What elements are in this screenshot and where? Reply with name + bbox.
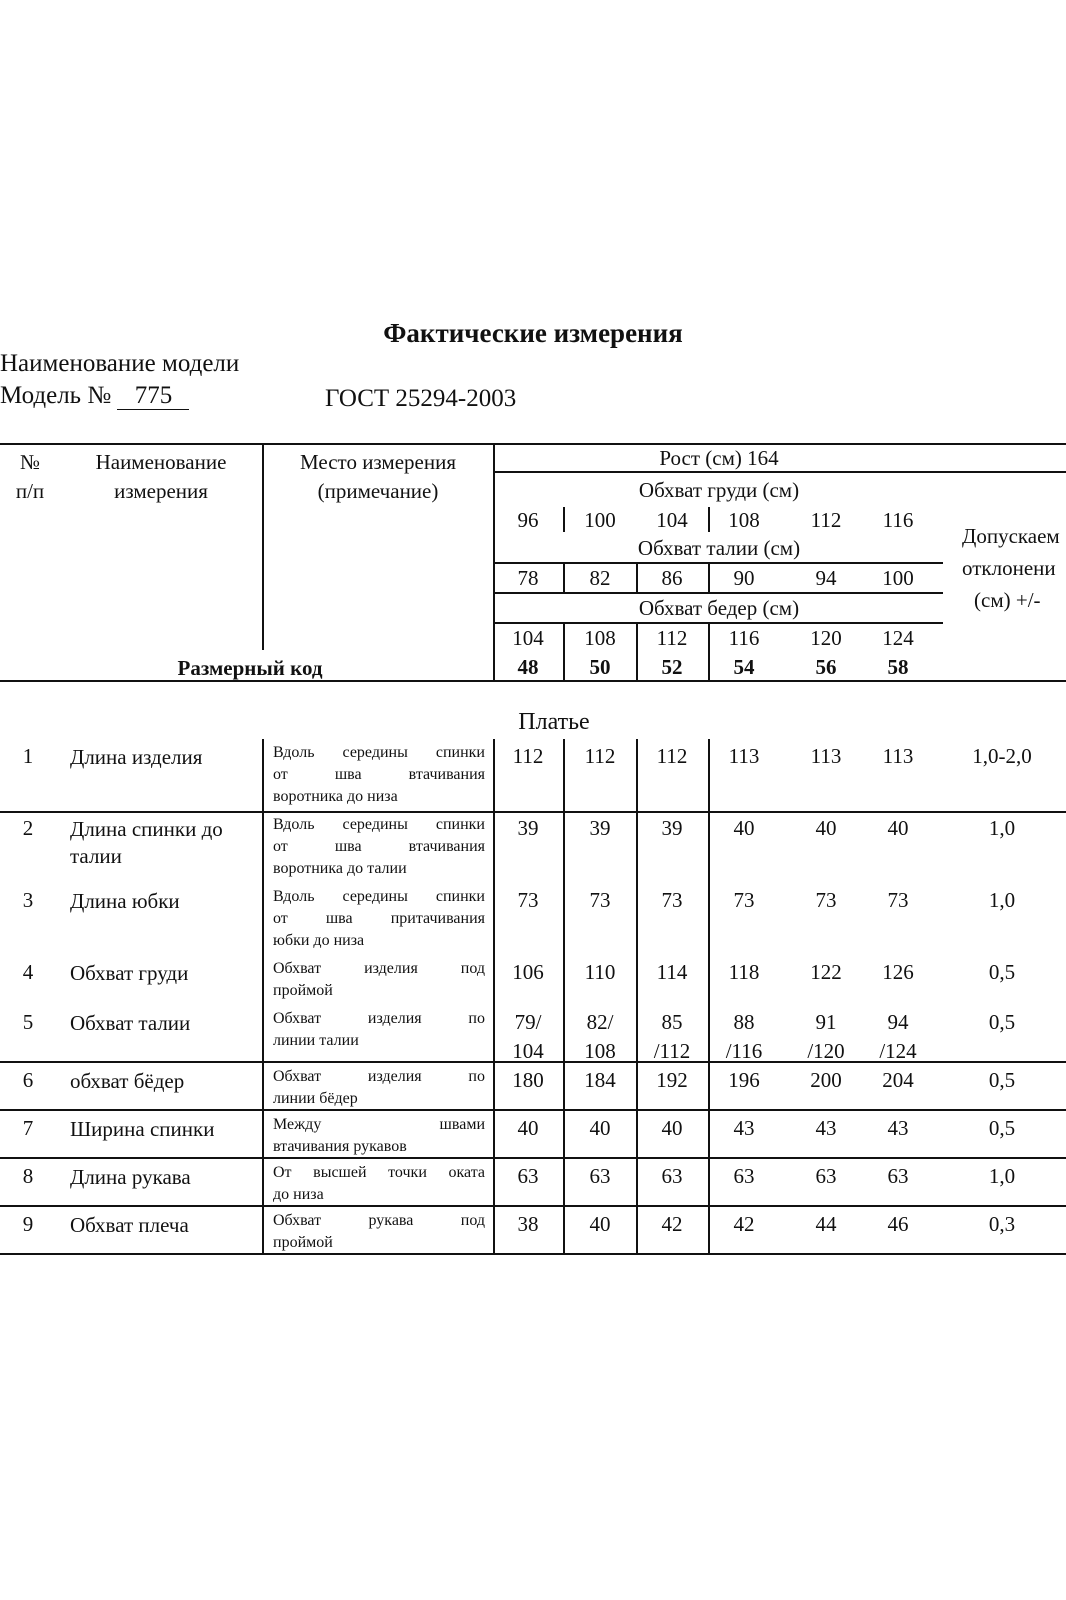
row-number: 8 — [22, 1164, 34, 1188]
chest-value: 108 — [728, 508, 760, 532]
header-name-line1: Наименование — [95, 450, 227, 474]
size-value: 43 — [733, 1116, 755, 1140]
row-name: Обхват груди — [70, 961, 189, 985]
header-name — [60, 448, 262, 506]
size-value: 40 — [661, 1116, 683, 1140]
size-value: 204 — [882, 1068, 914, 1092]
size-value: 196 — [728, 1068, 760, 1092]
section-title: Платье — [518, 709, 590, 735]
row-number: 7 — [22, 1116, 34, 1140]
row-name: Длина изделия — [70, 745, 203, 769]
size-value: 114 — [656, 960, 688, 984]
size-value: 40 — [887, 816, 909, 840]
hip-value: 112 — [656, 626, 688, 650]
size-value: 126 — [882, 960, 914, 984]
tolerance-value: 0,5 — [988, 1010, 1016, 1034]
size-value: 39 — [661, 816, 683, 840]
size-value: 82/ — [586, 1010, 614, 1034]
header-chest: Обхват груди (см) — [638, 478, 800, 502]
row-number: 4 — [22, 960, 34, 984]
waist-value: 100 — [882, 566, 914, 590]
size-code: 58 — [887, 655, 909, 679]
chest-value: 104 — [656, 508, 688, 532]
size-value: 63 — [733, 1164, 755, 1188]
header-waist: Обхват талии (см) — [637, 536, 801, 560]
row-name: Обхват плеча — [70, 1213, 189, 1237]
size-value: 112 — [584, 744, 616, 768]
header-tolerance-line3: (см) +/- — [974, 588, 1041, 612]
tolerance-value: 1,0-2,0 — [972, 744, 1032, 768]
hip-value: 120 — [810, 626, 842, 650]
page-title: Фактические измерения — [383, 318, 683, 348]
row-name: Длина спинки до талии — [70, 817, 223, 868]
header-number — [0, 448, 60, 506]
size-value: 73 — [661, 888, 683, 912]
size-value: 112 — [512, 744, 544, 768]
size-value: 40 — [517, 1116, 539, 1140]
size-value: 73 — [815, 888, 837, 912]
row-note: Обхват изделия по линии талии — [273, 1010, 485, 1049]
header-tolerance — [944, 520, 1066, 616]
header-place — [263, 448, 493, 506]
size-value: 118 — [728, 960, 760, 984]
row-number: 2 — [22, 816, 34, 840]
header-hips: Обхват бедер (см) — [638, 596, 800, 620]
row-note: От высшей точки оката до низа — [273, 1164, 485, 1203]
size-value: 106 — [512, 960, 544, 984]
size-value-secondary: /120 — [807, 1039, 845, 1063]
row-name: Длина рукава — [70, 1165, 191, 1189]
chest-value: 96 — [517, 508, 539, 532]
size-code: 50 — [589, 655, 611, 679]
header-number-line1: № — [19, 450, 41, 474]
row-number: 1 — [22, 744, 34, 768]
row-note: Между швами втачивания рукавов — [273, 1116, 485, 1155]
size-value: 91 — [815, 1010, 837, 1034]
row-note: Вдоль середины спинки от шва притачивания юбки до низа — [273, 888, 485, 949]
waist-value: 86 — [661, 566, 683, 590]
hip-value: 108 — [584, 626, 616, 650]
tolerance-value: 0,5 — [988, 960, 1016, 984]
model-number-line — [0, 382, 189, 410]
size-value: 63 — [517, 1164, 539, 1188]
tolerance-value: 1,0 — [988, 1164, 1016, 1188]
size-value-secondary: 104 — [512, 1039, 544, 1063]
row-note: Обхват изделия под проймой — [273, 960, 485, 999]
size-value: 113 — [810, 744, 842, 768]
size-value: 43 — [887, 1116, 909, 1140]
tolerance-value: 0,5 — [988, 1116, 1016, 1140]
gost-standard: ГОСТ 25294-2003 — [325, 385, 517, 412]
header-place-line1: Место измерения — [299, 450, 456, 474]
size-value-secondary: /116 — [725, 1039, 763, 1063]
size-value: 94 — [887, 1010, 909, 1034]
size-value-secondary: 108 — [584, 1039, 616, 1063]
size-value: 39 — [517, 816, 539, 840]
size-value: 113 — [882, 744, 914, 768]
size-value: 200 — [810, 1068, 842, 1092]
row-note: Вдоль середины спинки от шва втачивания воротника до талии — [273, 816, 485, 877]
waist-value: 78 — [517, 566, 539, 590]
size-code-label: Размерный код — [177, 656, 323, 680]
size-value: 112 — [656, 744, 688, 768]
header-place-line2: (примечание) — [317, 479, 439, 503]
size-value: 40 — [815, 816, 837, 840]
row-number: 3 — [22, 888, 34, 912]
size-code: 54 — [733, 655, 755, 679]
model-name-label: Наименование модели — [0, 350, 240, 377]
row-number: 9 — [22, 1212, 34, 1236]
size-value: 73 — [589, 888, 611, 912]
size-value: 42 — [733, 1212, 755, 1236]
size-value: 43 — [815, 1116, 837, 1140]
chest-value: 116 — [882, 508, 914, 532]
hip-value: 124 — [882, 626, 914, 650]
header-tolerance-line2: отклонени — [962, 556, 1056, 580]
size-code: 56 — [815, 655, 837, 679]
size-value: 39 — [589, 816, 611, 840]
row-note: Обхват изделия по линии бёдер — [273, 1068, 485, 1107]
size-value: 63 — [815, 1164, 837, 1188]
size-value: 40 — [733, 816, 755, 840]
size-value-secondary: /124 — [879, 1039, 917, 1063]
waist-value: 90 — [733, 566, 755, 590]
size-value: 88 — [733, 1010, 755, 1034]
row-name: обхват бёдер — [70, 1069, 185, 1093]
size-value: 184 — [584, 1068, 616, 1092]
size-value: 40 — [589, 1212, 611, 1236]
header-name-line2: измерения — [114, 479, 208, 503]
header-tolerance-line1: Допускаем — [962, 524, 1060, 548]
size-value: 63 — [661, 1164, 683, 1188]
size-value: 42 — [661, 1212, 683, 1236]
size-value: 180 — [512, 1068, 544, 1092]
tolerance-value: 1,0 — [988, 888, 1016, 912]
size-value: 79/ — [514, 1010, 542, 1034]
row-note: Вдоль середины спинки от шва втачивания воротника до низа — [273, 744, 485, 805]
tolerance-value: 0,5 — [988, 1068, 1016, 1092]
row-name: Ширина спинки — [70, 1117, 215, 1141]
tolerance-value: 1,0 — [988, 816, 1016, 840]
size-code: 52 — [661, 655, 683, 679]
size-code: 48 — [517, 655, 539, 679]
model-number-label: Модель № — [0, 382, 112, 409]
size-value: 38 — [517, 1212, 539, 1236]
hip-value: 104 — [512, 626, 544, 650]
row-name: Длина юбки — [70, 889, 180, 913]
waist-value: 94 — [815, 566, 837, 590]
size-value: 46 — [887, 1212, 909, 1236]
size-value: 85 — [661, 1010, 683, 1034]
tolerance-value: 0,3 — [988, 1212, 1016, 1236]
row-number: 5 — [22, 1010, 34, 1034]
size-value: 192 — [656, 1068, 688, 1092]
size-value: 40 — [589, 1116, 611, 1140]
size-value-secondary: /112 — [653, 1039, 691, 1063]
header-height: Рост (см) 164 — [659, 446, 779, 470]
waist-value: 82 — [589, 566, 611, 590]
size-value: 122 — [810, 960, 842, 984]
size-value: 73 — [887, 888, 909, 912]
size-value: 63 — [589, 1164, 611, 1188]
hip-value: 116 — [728, 626, 760, 650]
size-value: 44 — [815, 1212, 837, 1236]
model-number: 775 — [117, 383, 189, 410]
row-number: 6 — [22, 1068, 34, 1092]
size-value: 73 — [733, 888, 755, 912]
size-value: 63 — [887, 1164, 909, 1188]
row-note: Обхват рукава под проймой — [273, 1212, 485, 1251]
chest-value: 100 — [584, 508, 616, 532]
row-name: Обхват талии — [70, 1011, 191, 1035]
size-value: 73 — [517, 888, 539, 912]
size-value: 110 — [584, 960, 616, 984]
header-number-line2: п/п — [15, 479, 45, 503]
chest-value: 112 — [810, 508, 842, 532]
size-value: 113 — [728, 744, 760, 768]
